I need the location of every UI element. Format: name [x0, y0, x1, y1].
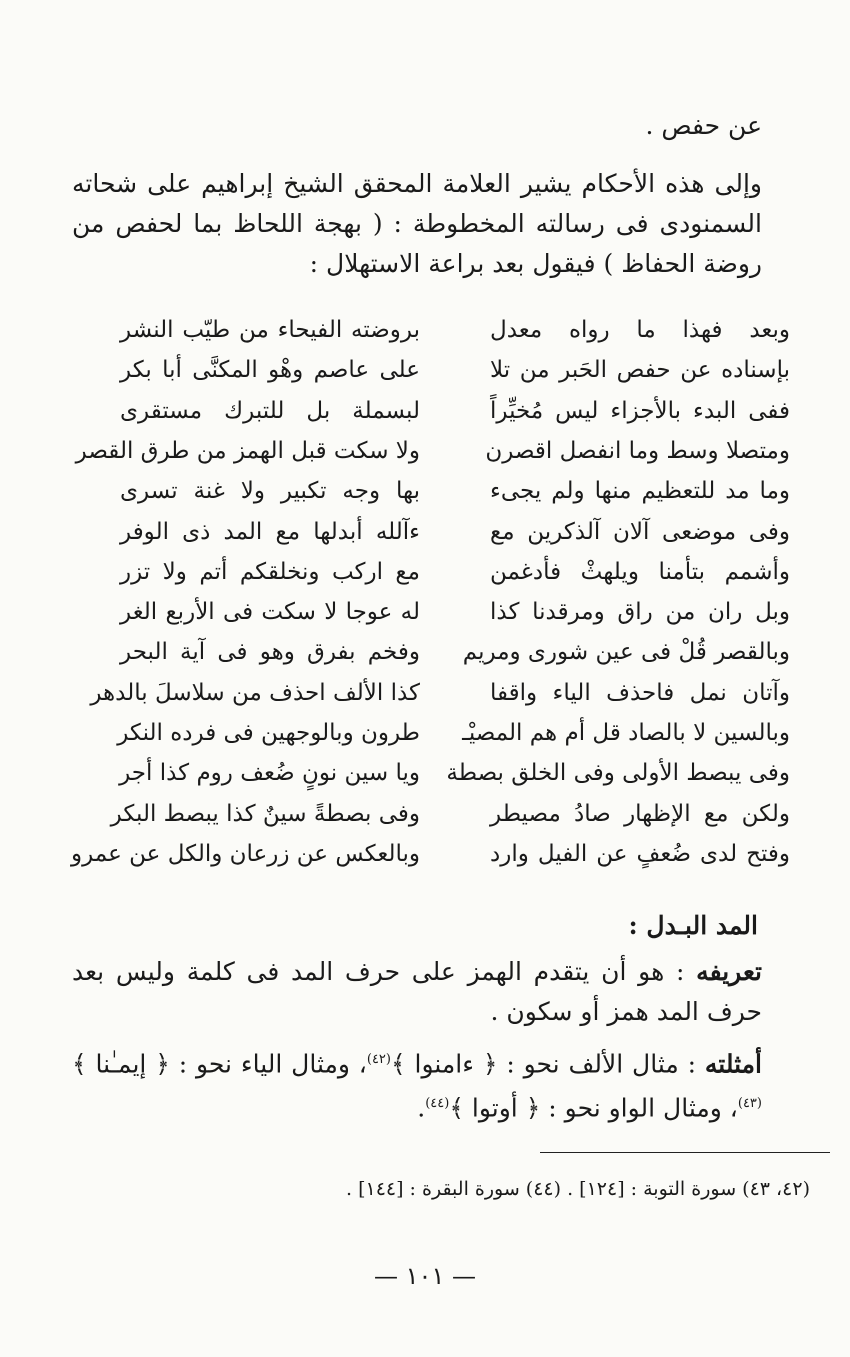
examples-paragraph [72, 1040, 762, 1129]
footnote: (٤٢، ٤٣) سورة التوبة : [١٢٤] . (٤٤) سورة البقرة : [١٤٤] . [345, 1178, 810, 1200]
verse-second-hemistich: وفخم بفرق وهو فى آية البحر [120, 639, 420, 666]
footnote-ref-42: (٤٢) [366, 1052, 391, 1067]
definition-paragraph [72, 952, 762, 1032]
verse-second-hemistich: مع اركب ونخلقكم أتم ولا تزر [120, 558, 420, 585]
verse-second-hemistich: كذا الألف احذف من سلاسلَ بالدهر [90, 679, 420, 706]
examples-part2: ، ومثال الياء نحو : ﴿ إيمـٰنا ﴾ [72, 1049, 367, 1079]
verse-first-hemistich: ولكن مع الإظهار صادُ مصيطر [490, 800, 790, 827]
section-heading: المد البـدل : [628, 911, 758, 940]
examples-part1: : مثال الألف نحو : ﴿ ءامنوا ﴾ [391, 1049, 697, 1079]
verse-first-hemistich: بإسناده عن حفص الحَبر من تلا [490, 357, 790, 384]
verse-second-hemistich: طرون وبالوجهين فى فرده النكر [117, 720, 420, 746]
verse-first-hemistich: وبعد فهذا ما رواه معدل [490, 317, 790, 343]
verse-second-hemistich: له عوجا لا سكت فى الأربع الغر [120, 599, 420, 626]
verse-second-hemistich: ءآلله أبدلها مع المد ذى الوفر [120, 518, 420, 545]
verse-second-hemistich: وفى بصطةً سينٌ كذا يبصط البكر [110, 800, 420, 827]
verse-first-hemistich: وأشمم بتأمنا ويلهثْ فأدغمن [490, 558, 790, 585]
top-line: عن حفص . [645, 111, 762, 140]
footnote-rule [540, 1152, 830, 1153]
verse-first-hemistich: وفى موضعى آلان آلذكرين مع [490, 518, 790, 545]
verse-second-hemistich: وبالعكس عن زرعان والكل عن عمرو [71, 840, 420, 867]
verse-first-hemistich: وبالقصر قُلْ فى عين شورى ومريم [462, 639, 790, 666]
verse-first-hemistich: وفى يبصط الأولى وفى الخلق بصطة [446, 760, 790, 787]
verse-first-hemistich: ومتصلا وسط وما انفصل اقصرن [485, 437, 790, 464]
verse-second-hemistich: لبسملة بل للتبرك مستقرى [120, 397, 420, 424]
verse-second-hemistich: ولا سكت قبل الهمز من طرق القصر [75, 437, 420, 464]
verse-first-hemistich: ففى البدء بالأجزاء ليس مُخيِّراً [490, 397, 790, 424]
verse-first-hemistich: وفتح لدى ضُعفٍ عن الفيل وارد [490, 840, 790, 867]
verse-second-hemistich: ويا سين نونٍ ضُعف روم كذا أجر [119, 760, 420, 787]
verse-second-hemistich: على عاصم وهْو المكنَّى أبا بكر [120, 357, 420, 384]
page-number: — ١٠١ — [374, 1262, 476, 1290]
verse-first-hemistich: وبل ران من راق ومرقدنا كذا [490, 599, 790, 626]
verse-second-hemistich: بروضته الفيحاء من طيّب النشر [120, 317, 420, 343]
footnote-ref-43: (٤٣) [737, 1096, 762, 1112]
footnote-ref-44: (٤٤) [425, 1096, 450, 1112]
verse-first-hemistich: وآتان نمل فاحذف الياء واقفا [490, 679, 790, 706]
examples-label: أمثلته [704, 1049, 762, 1079]
verse-second-hemistich: بها وجه تكبير ولا غنة تسرى [120, 478, 420, 505]
verse-first-hemistich: وبالسين لا بالصاد قل أم هم المصيْـ [462, 720, 790, 746]
definition-label: تعريفه [696, 957, 762, 986]
intro-paragraph: وإلى هذه الأحكام يشير العلامة المحقق الشيخ إبراهيم على شحاته السمنودى فى رسالته المخطوطة : ( بهجة اللحاظ بما لحفص من روضة الحفاظ ) فيقول بعد براعة الاستهلال : [72, 169, 762, 278]
definition-text: : هو أن يتقدم الهمز على حرف المد فى كلمة وليس بعد حرف المد همز أو سكون . [72, 957, 762, 1026]
examples-part3: ، ومثال الواو نحو : ﴿ أوتوا ﴾ [449, 1093, 738, 1123]
examples-end: . [417, 1093, 426, 1123]
verse-first-hemistich: وما مد للتعظيم منها ولم يجىء [490, 478, 790, 505]
